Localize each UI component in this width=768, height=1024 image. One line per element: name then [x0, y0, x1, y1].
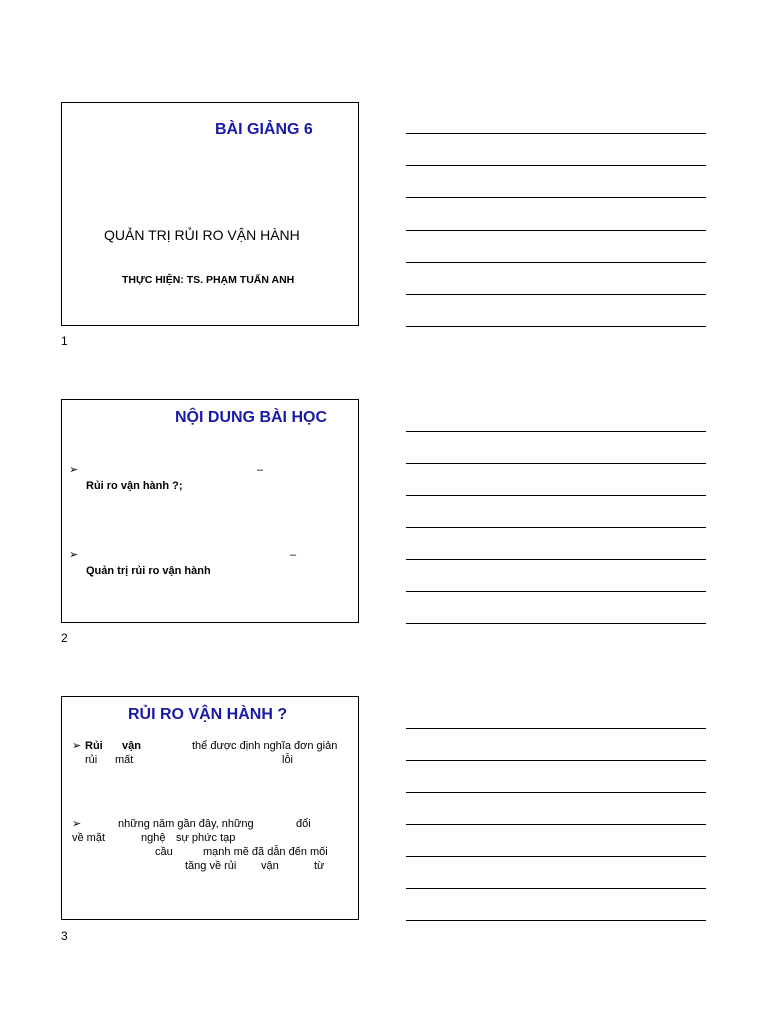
note-line	[406, 728, 706, 729]
slide-3	[61, 696, 359, 920]
slide-title: NỘI DUNG BÀI HỌC	[175, 409, 327, 426]
slide-author: THỰC HIỆN: TS. PHẠM TUẤN ANH	[122, 274, 295, 286]
text-bold: vận	[122, 740, 141, 752]
text: tăng về rủi	[185, 860, 237, 872]
note-line	[406, 165, 706, 166]
slide-subtitle: QUẢN TRỊ RỦI RO VẬN HÀNH	[104, 227, 300, 243]
text: vận	[261, 860, 279, 872]
text-bold: Rủi	[85, 740, 103, 752]
note-line	[406, 623, 706, 624]
note-line	[406, 230, 706, 231]
list-item: Rủi ro vận hành ?;	[86, 480, 183, 492]
note-line	[406, 559, 706, 560]
bullet-icon: ➢	[72, 818, 82, 830]
page-number: 3	[61, 929, 68, 943]
text: những năm gần đây, những	[118, 818, 254, 830]
text: mạnh mẽ đã dẫn đến mối	[203, 846, 328, 858]
bullet-icon: ➢	[69, 464, 79, 476]
slide-1	[61, 102, 359, 326]
text: sự phức tạp	[176, 832, 236, 844]
bullet-icon: ➢	[69, 549, 79, 561]
slide-title: RỦI RO VẬN HÀNH ?	[128, 706, 288, 723]
page-number: 2	[61, 631, 68, 645]
note-line	[406, 197, 706, 198]
note-line	[406, 431, 706, 432]
note-line	[406, 463, 706, 464]
bullet-icon: ➢	[72, 740, 82, 752]
dash: –	[257, 464, 264, 476]
note-line	[406, 495, 706, 496]
slide-2	[61, 399, 359, 623]
note-line	[406, 591, 706, 592]
text: thể được định nghĩa đơn giản	[192, 740, 338, 752]
note-line	[406, 294, 706, 295]
page-number: 1	[61, 334, 68, 348]
text: cầu	[155, 846, 173, 858]
note-line	[406, 824, 706, 825]
text: từ	[314, 860, 325, 872]
note-line	[406, 792, 706, 793]
text: đổi	[296, 818, 311, 830]
note-line	[406, 262, 706, 263]
note-line	[406, 888, 706, 889]
note-line	[406, 527, 706, 528]
note-line	[406, 920, 706, 921]
dash: –	[290, 549, 297, 561]
text: nghệ	[141, 832, 166, 844]
note-line	[406, 133, 706, 134]
note-line	[406, 760, 706, 761]
slide-title: BÀI GIẢNG 6	[215, 121, 313, 138]
note-line	[406, 856, 706, 857]
text: rủi	[85, 754, 98, 766]
note-line	[406, 326, 706, 327]
text: về mặt	[72, 832, 106, 844]
list-item: Quản trị rủi ro vận hành	[86, 565, 211, 577]
text: mất	[115, 754, 134, 766]
text: lỗi	[282, 754, 294, 766]
